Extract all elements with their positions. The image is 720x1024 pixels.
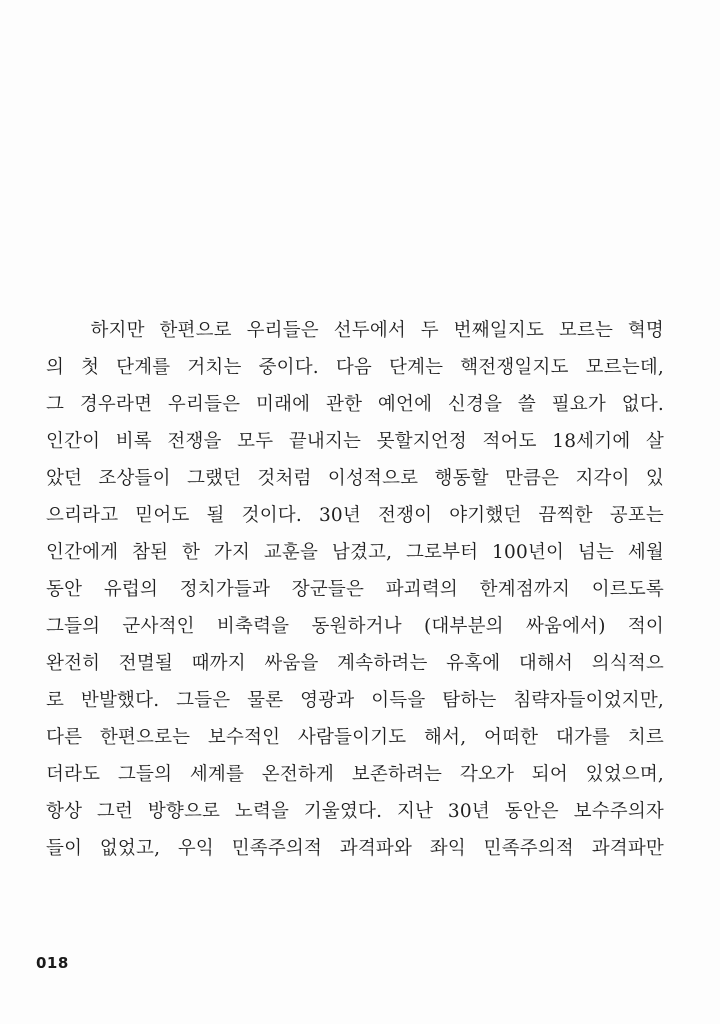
text-line: 그 경우라면 우리들은 미래에 관한 예언에 신경을 쓸 필요가 없다. [46, 394, 664, 415]
text-line: 들이 없었고, 우익 민족주의적 과격파와 좌익 민족주의적 과격파만 [46, 838, 664, 859]
text-line: 완전히 전멸될 때까지 싸움을 계속하려는 유혹에 대해서 의식적으 [46, 653, 664, 674]
text-line: 더라도 그들의 세계를 온전하게 보존하려는 각오가 되어 있었으며, [46, 764, 664, 785]
text-line: 그들의 군사적인 비축력을 동원하거나 (대부분의 싸움에서) 적이 [46, 616, 664, 637]
text-line: 항상 그런 방향으로 노력을 기울였다. 지난 30년 동안은 보수주의자 [46, 801, 664, 822]
text-line: 동안 유럽의 정치가들과 장군들은 파괴력의 한계점까지 이르도록 [46, 579, 664, 600]
body-paragraph [46, 312, 664, 867]
text-line: 으리라고 믿어도 될 것이다. 30년 전쟁이 야기했던 끔찍한 공포는 [46, 505, 664, 526]
text-line: 의 첫 단계를 거치는 중이다. 다음 단계는 핵전쟁일지도 모르는데, [46, 357, 664, 378]
text-line: 인간에게 참된 한 가지 교훈을 남겼고, 그로부터 100년이 넘는 세월 [46, 542, 664, 563]
text-line: 인간이 비록 전쟁을 모두 끝내지는 못할지언정 적어도 18세기에 살 [46, 431, 664, 452]
text-line: 하지만 한편으로 우리들은 선두에서 두 번째일지도 모르는 혁명 [46, 320, 664, 341]
page-number: 018 [36, 954, 69, 972]
text-line: 다른 한편으로는 보수적인 사람들이기도 해서, 어떠한 대가를 치르 [46, 727, 664, 748]
text-line: 았던 조상들이 그랬던 것처럼 이성적으로 행동할 만큼은 지각이 있 [46, 468, 664, 489]
text-line: 로 반발했다. 그들은 물론 영광과 이득을 탐하는 침략자들이었지만, [46, 690, 664, 711]
